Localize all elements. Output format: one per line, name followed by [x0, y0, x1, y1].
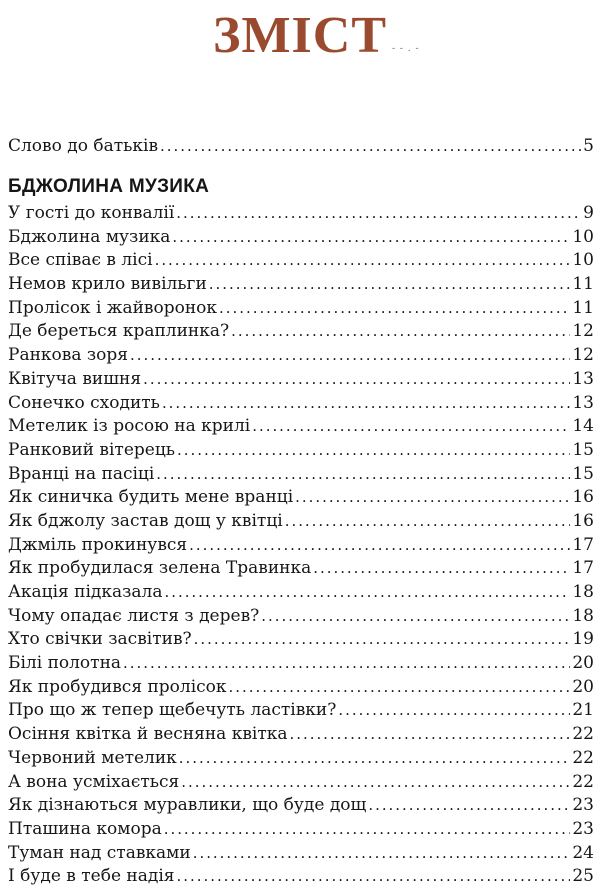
toc-row[interactable] [8, 558, 594, 582]
toc-list [8, 203, 594, 890]
dot-leader [285, 511, 571, 531]
dot-leader [252, 416, 570, 436]
toc-row[interactable] [8, 819, 594, 843]
toc-entry-title: Чому опадає листя з дерев? [8, 605, 260, 626]
toc-page-number: 22 [572, 747, 594, 768]
toc-page-number: 5 [583, 136, 594, 156]
toc-row[interactable] [8, 866, 594, 890]
toc-section [8, 176, 594, 890]
toc-entry-title: Як дізнаються муравлики, що буде дощ [8, 795, 367, 816]
toc-row[interactable] [8, 440, 594, 464]
toc-row[interactable] [8, 724, 594, 748]
dot-leader [181, 772, 570, 792]
toc-row[interactable] [8, 136, 594, 160]
toc-entry-title: Як пробудилася зелена Травинка [8, 558, 312, 579]
dot-leader [160, 136, 581, 156]
toc-row[interactable] [8, 203, 594, 227]
toc-page-number: 12 [572, 345, 594, 366]
toc-page-number: 9 [583, 203, 594, 223]
toc-page-number: 13 [572, 368, 594, 389]
toc-entry-title: Білі полотна [8, 653, 122, 674]
dot-leader [219, 298, 570, 318]
toc-entry-title: Вранці на пасіці [8, 463, 155, 484]
toc-entry-title: Квітуча вишня [8, 368, 142, 389]
toc-page-number: 18 [572, 582, 594, 602]
dot-leader [295, 487, 570, 507]
toc-row[interactable] [8, 843, 594, 867]
dot-leader [177, 440, 570, 460]
dot-leader [189, 535, 570, 555]
dot-leader [338, 700, 570, 720]
toc-page-number: 21 [572, 700, 594, 721]
toc-entry-title: Немов крило вивільги [8, 274, 207, 295]
toc-row[interactable] [8, 298, 594, 322]
toc-page-number: 10 [572, 226, 594, 247]
toc-page-number: 15 [572, 463, 594, 484]
toc-page-number: 22 [572, 724, 594, 745]
toc-page-number: 20 [572, 676, 594, 697]
toc-page-number: 16 [572, 487, 594, 508]
toc-entry-title: Слово до батьків [8, 136, 159, 156]
toc-row[interactable] [8, 748, 594, 772]
toc-page-number: 12 [572, 321, 594, 342]
toc-entry-title: Акація підказала [8, 582, 163, 602]
toc-entry-title: Де береться краплинка? [8, 321, 230, 342]
toc-entry-title: Як пробудився пролісок [8, 676, 227, 697]
dot-leader [290, 724, 571, 744]
toc-page-number: 11 [572, 297, 594, 318]
toc-row[interactable] [8, 321, 594, 345]
dot-leader [313, 558, 570, 578]
toc-intro [8, 136, 594, 160]
dot-leader [229, 677, 571, 697]
toc-page-number: 22 [572, 771, 594, 792]
toc-row[interactable] [8, 345, 594, 369]
toc-page-number: 24 [572, 842, 594, 863]
page-title: ЗМІСТ [213, 7, 387, 64]
dot-leader [193, 843, 571, 863]
dot-leader [176, 203, 581, 223]
toc-entry-title: Сонечко сходить [8, 392, 160, 413]
toc-row[interactable] [8, 535, 594, 559]
dot-leader [164, 582, 570, 602]
toc-row[interactable] [8, 677, 594, 701]
toc-page-number: 25 [572, 866, 594, 887]
dot-leader [209, 274, 571, 294]
toc-row[interactable] [8, 250, 594, 274]
toc-row[interactable] [8, 700, 594, 724]
toc-entry-title: Ранковий вітерець [8, 439, 176, 460]
dot-leader [162, 393, 570, 413]
toc-entry-title: Як бджолу застав дощ у квітці [8, 510, 283, 531]
dot-leader [261, 606, 570, 626]
toc-entry-title: Про що ж тепер щебечуть ластівки? [8, 700, 337, 721]
toc-row[interactable] [8, 464, 594, 488]
toc-row[interactable] [8, 606, 594, 630]
toc-page-number: 17 [572, 534, 594, 555]
toc-page-number: 14 [572, 416, 594, 437]
toc-entry-title: Пролісок і жайворонок [8, 297, 218, 318]
dot-leader [130, 345, 570, 365]
toc-row[interactable] [8, 274, 594, 298]
toc-page-number: 23 [572, 818, 594, 839]
toc-row[interactable] [8, 393, 594, 417]
toc-row[interactable] [8, 653, 594, 677]
dot-leader [172, 227, 570, 247]
toc-row[interactable] [8, 629, 594, 653]
dot-leader [194, 629, 571, 649]
toc-page-number: 16 [572, 510, 594, 531]
toc-entry-title: Все співає в лісі [8, 250, 153, 271]
toc-row[interactable] [8, 582, 594, 606]
dot-leader [123, 653, 570, 673]
toc-entry-title: Метелик із росою на крилі [8, 416, 251, 437]
toc-entry-title: Ранкова зоря [8, 345, 128, 366]
toc-page-number: 23 [572, 795, 594, 816]
toc-row[interactable] [8, 369, 594, 393]
print-mark: - - . - [392, 44, 420, 54]
toc-page-number: 13 [572, 392, 594, 413]
toc-entry-title: Червоний метелик [8, 747, 177, 768]
toc-row[interactable] [8, 511, 594, 535]
toc-row[interactable] [8, 227, 594, 251]
toc-entry-title: І буде в тебе надія [8, 866, 175, 887]
toc-entry-title: Джміль прокинувся [8, 534, 188, 555]
toc-page-number: 17 [572, 558, 594, 579]
dot-leader [368, 795, 570, 815]
toc-entry-title: Пташина комора [8, 818, 162, 839]
toc-page-number: 20 [572, 653, 594, 674]
dot-leader [231, 321, 570, 341]
dot-leader [179, 748, 571, 768]
toc-page-number: 11 [572, 274, 594, 295]
dot-leader [155, 250, 571, 270]
toc-page-number: 15 [572, 439, 594, 460]
toc-row[interactable] [8, 772, 594, 796]
toc-row[interactable] [8, 416, 594, 440]
toc-entry-title: Туман над ставками [8, 842, 191, 863]
toc-entry-title: У гості до конвалії [8, 203, 175, 223]
toc-entry-title: Бджолина музика [8, 226, 171, 247]
toc-row[interactable] [8, 487, 594, 511]
dot-leader [143, 369, 570, 389]
toc-page-number: 18 [572, 605, 594, 626]
dot-leader [164, 819, 571, 839]
section-title: БДЖОЛИНА МУЗИКА [8, 176, 210, 197]
dot-leader [177, 866, 571, 886]
dot-leader [156, 464, 570, 484]
toc-entry-title: А вона усміхається [8, 771, 180, 792]
toc-entry-title: Як синичка будить мене вранці [8, 487, 294, 508]
toc-entry-title: Осіння квітка й весняна квітка [8, 724, 288, 745]
toc-row[interactable] [8, 795, 594, 819]
toc-page-number: 10 [572, 250, 594, 271]
toc-page-number: 19 [572, 629, 594, 650]
toc-entry-title: Хто свічки засвітив? [8, 629, 192, 650]
